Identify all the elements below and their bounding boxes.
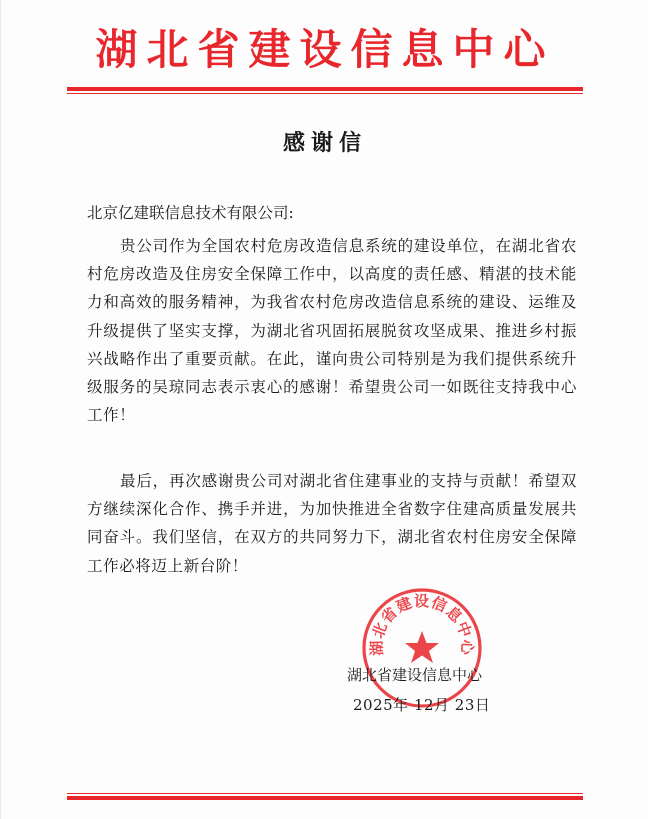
signature-org: 湖北省建设信息中心 xyxy=(347,666,483,684)
letter-paragraph-2: 最后，再次感谢贵公司对湖北省住建事业的支持与贡献！希望双方继续深化合作、携手并进，为加快推进全省数字住建高质量发展共同奋斗。我们坚信，在双方的共同努力下，湖北省农村住房安全保障工作必将迈上新台阶！ xyxy=(87,472,577,575)
footer-rule-thick xyxy=(67,796,583,800)
svg-text:湖北省建设信息中心: 湖北省建设信息中心 xyxy=(367,592,477,656)
signature-block xyxy=(347,660,490,720)
letter-salutation: 北京亿建联信息技术有限公司: xyxy=(87,204,294,222)
footer-rule-thin xyxy=(67,793,583,794)
letter-paragraph-1: 贵公司作为全国农村危房改造信息系统的建设单位，在湖北省农村危房改造及住房安全保障工作中，以高度的责任感、精湛的技术能力和高效的服务精神，为我省农村危房改造信息系统的建设、运维及升级提供了坚实支撑，为湖北省巩固拓展脱贫攻坚成果、推进乡村振兴战略作出了重要贡献。在此，谨向贵公司特别是为我们提供系统升级服务的吴琼同志表示衷心的感谢！希望贵公司一如既往支持我中心工作！ xyxy=(87,237,577,425)
letterhead-rule-thin xyxy=(67,93,583,94)
signature-date: 2025年 12月 23日 xyxy=(353,696,491,714)
letterhead-title: 湖北省建设信息中心 xyxy=(95,25,555,74)
letter-title: 感谢信 xyxy=(282,130,367,156)
seal-star-icon xyxy=(405,631,439,663)
letterhead-rule-thick xyxy=(67,87,583,91)
